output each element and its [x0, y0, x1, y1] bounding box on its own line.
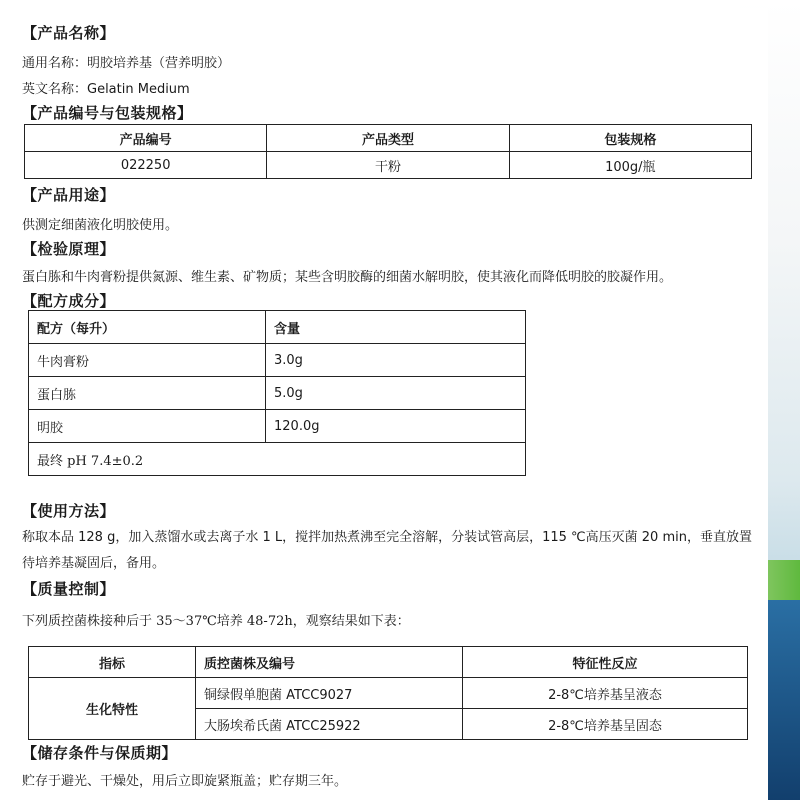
english-name: 英文名称：Gelatin Medium [22, 82, 190, 97]
table-header-cell: 含量 [266, 311, 526, 344]
ingredient-amount: 3.0g [266, 344, 526, 377]
section-heading-qc: 【质量控制】 [22, 580, 116, 598]
table-header-cell: 特征性反应 [463, 647, 748, 678]
section-heading-spec: 【产品编号与包装规格】 [22, 104, 193, 122]
table-row [29, 377, 526, 410]
table-row [29, 344, 526, 377]
table-header-cell: 包装规格 [509, 125, 751, 152]
section-heading-product-name: 【产品名称】 [22, 24, 116, 42]
qc-strain: 大肠埃希氏菌 ATCC25922 [196, 709, 463, 740]
table-header-row [29, 311, 526, 344]
principle-text: 蛋白胨和牛肉膏粉提供氮源、维生素、矿物质；某些含明胶酶的细菌水解明胶，使其液化而降低明胶的胶凝作用。 [22, 270, 673, 285]
qc-strain: 铜绿假单胞菌 ATCC9027 [196, 678, 463, 709]
common-name: 通用名称：明胶培养基（营养明胶） [22, 56, 231, 71]
product-code: 022250 [25, 152, 267, 179]
qc-reaction: 2-8℃培养基呈液态 [463, 678, 748, 709]
table-header-cell: 配方（每升） [29, 311, 266, 344]
qc-intro: 下列质控菌株接种后于 35～37℃培养 48-72h，观察结果如下表： [22, 614, 410, 629]
table-header-row [25, 125, 752, 152]
section-heading-method: 【使用方法】 [22, 502, 116, 520]
method-text: 称取本品 128 g，加入蒸馏水或去离子水 1 L，搅拌加热煮沸至完全溶解，分装试管高层，115 ℃高压灭菌 20 min，垂直放置待培养基凝固后，备用。 [22, 530, 752, 571]
spec-table [24, 124, 752, 179]
usage-text: 供测定细菌液化明胶使用。 [22, 218, 179, 233]
qc-reaction: 2-8℃培养基呈固态 [463, 709, 748, 740]
section-heading-formula: 【配方成分】 [22, 292, 116, 310]
qc-indicator: 生化特性 [29, 678, 196, 740]
qc-table [28, 646, 748, 740]
formula-table [28, 310, 526, 476]
final-ph: 最终 pH 7.4±0.2 [29, 443, 526, 476]
ingredient-amount: 120.0g [266, 410, 526, 443]
package-spec: 100g/瓶 [509, 152, 751, 179]
table-row [29, 443, 526, 476]
section-heading-usage: 【产品用途】 [22, 186, 116, 204]
table-row [29, 678, 748, 709]
table-header-cell: 产品编号 [25, 125, 267, 152]
storage-text: 贮存于避光、干燥处，用后立即旋紧瓶盖；贮存期三年。 [22, 774, 348, 789]
table-header-row [29, 647, 748, 678]
product-type: 干粉 [267, 152, 509, 179]
ingredient-name: 明胶 [29, 410, 266, 443]
table-header-cell: 产品类型 [267, 125, 509, 152]
ingredient-amount: 5.0g [266, 377, 526, 410]
table-row [25, 152, 752, 179]
table-header-cell: 指标 [29, 647, 196, 678]
ingredient-name: 蛋白胨 [29, 377, 266, 410]
section-heading-storage: 【储存条件与保质期】 [22, 744, 178, 762]
table-row [29, 410, 526, 443]
ingredient-name: 牛肉膏粉 [29, 344, 266, 377]
section-heading-principle: 【检验原理】 [22, 240, 116, 258]
table-header-cell: 质控菌株及编号 [196, 647, 463, 678]
product-document [8, 8, 768, 800]
